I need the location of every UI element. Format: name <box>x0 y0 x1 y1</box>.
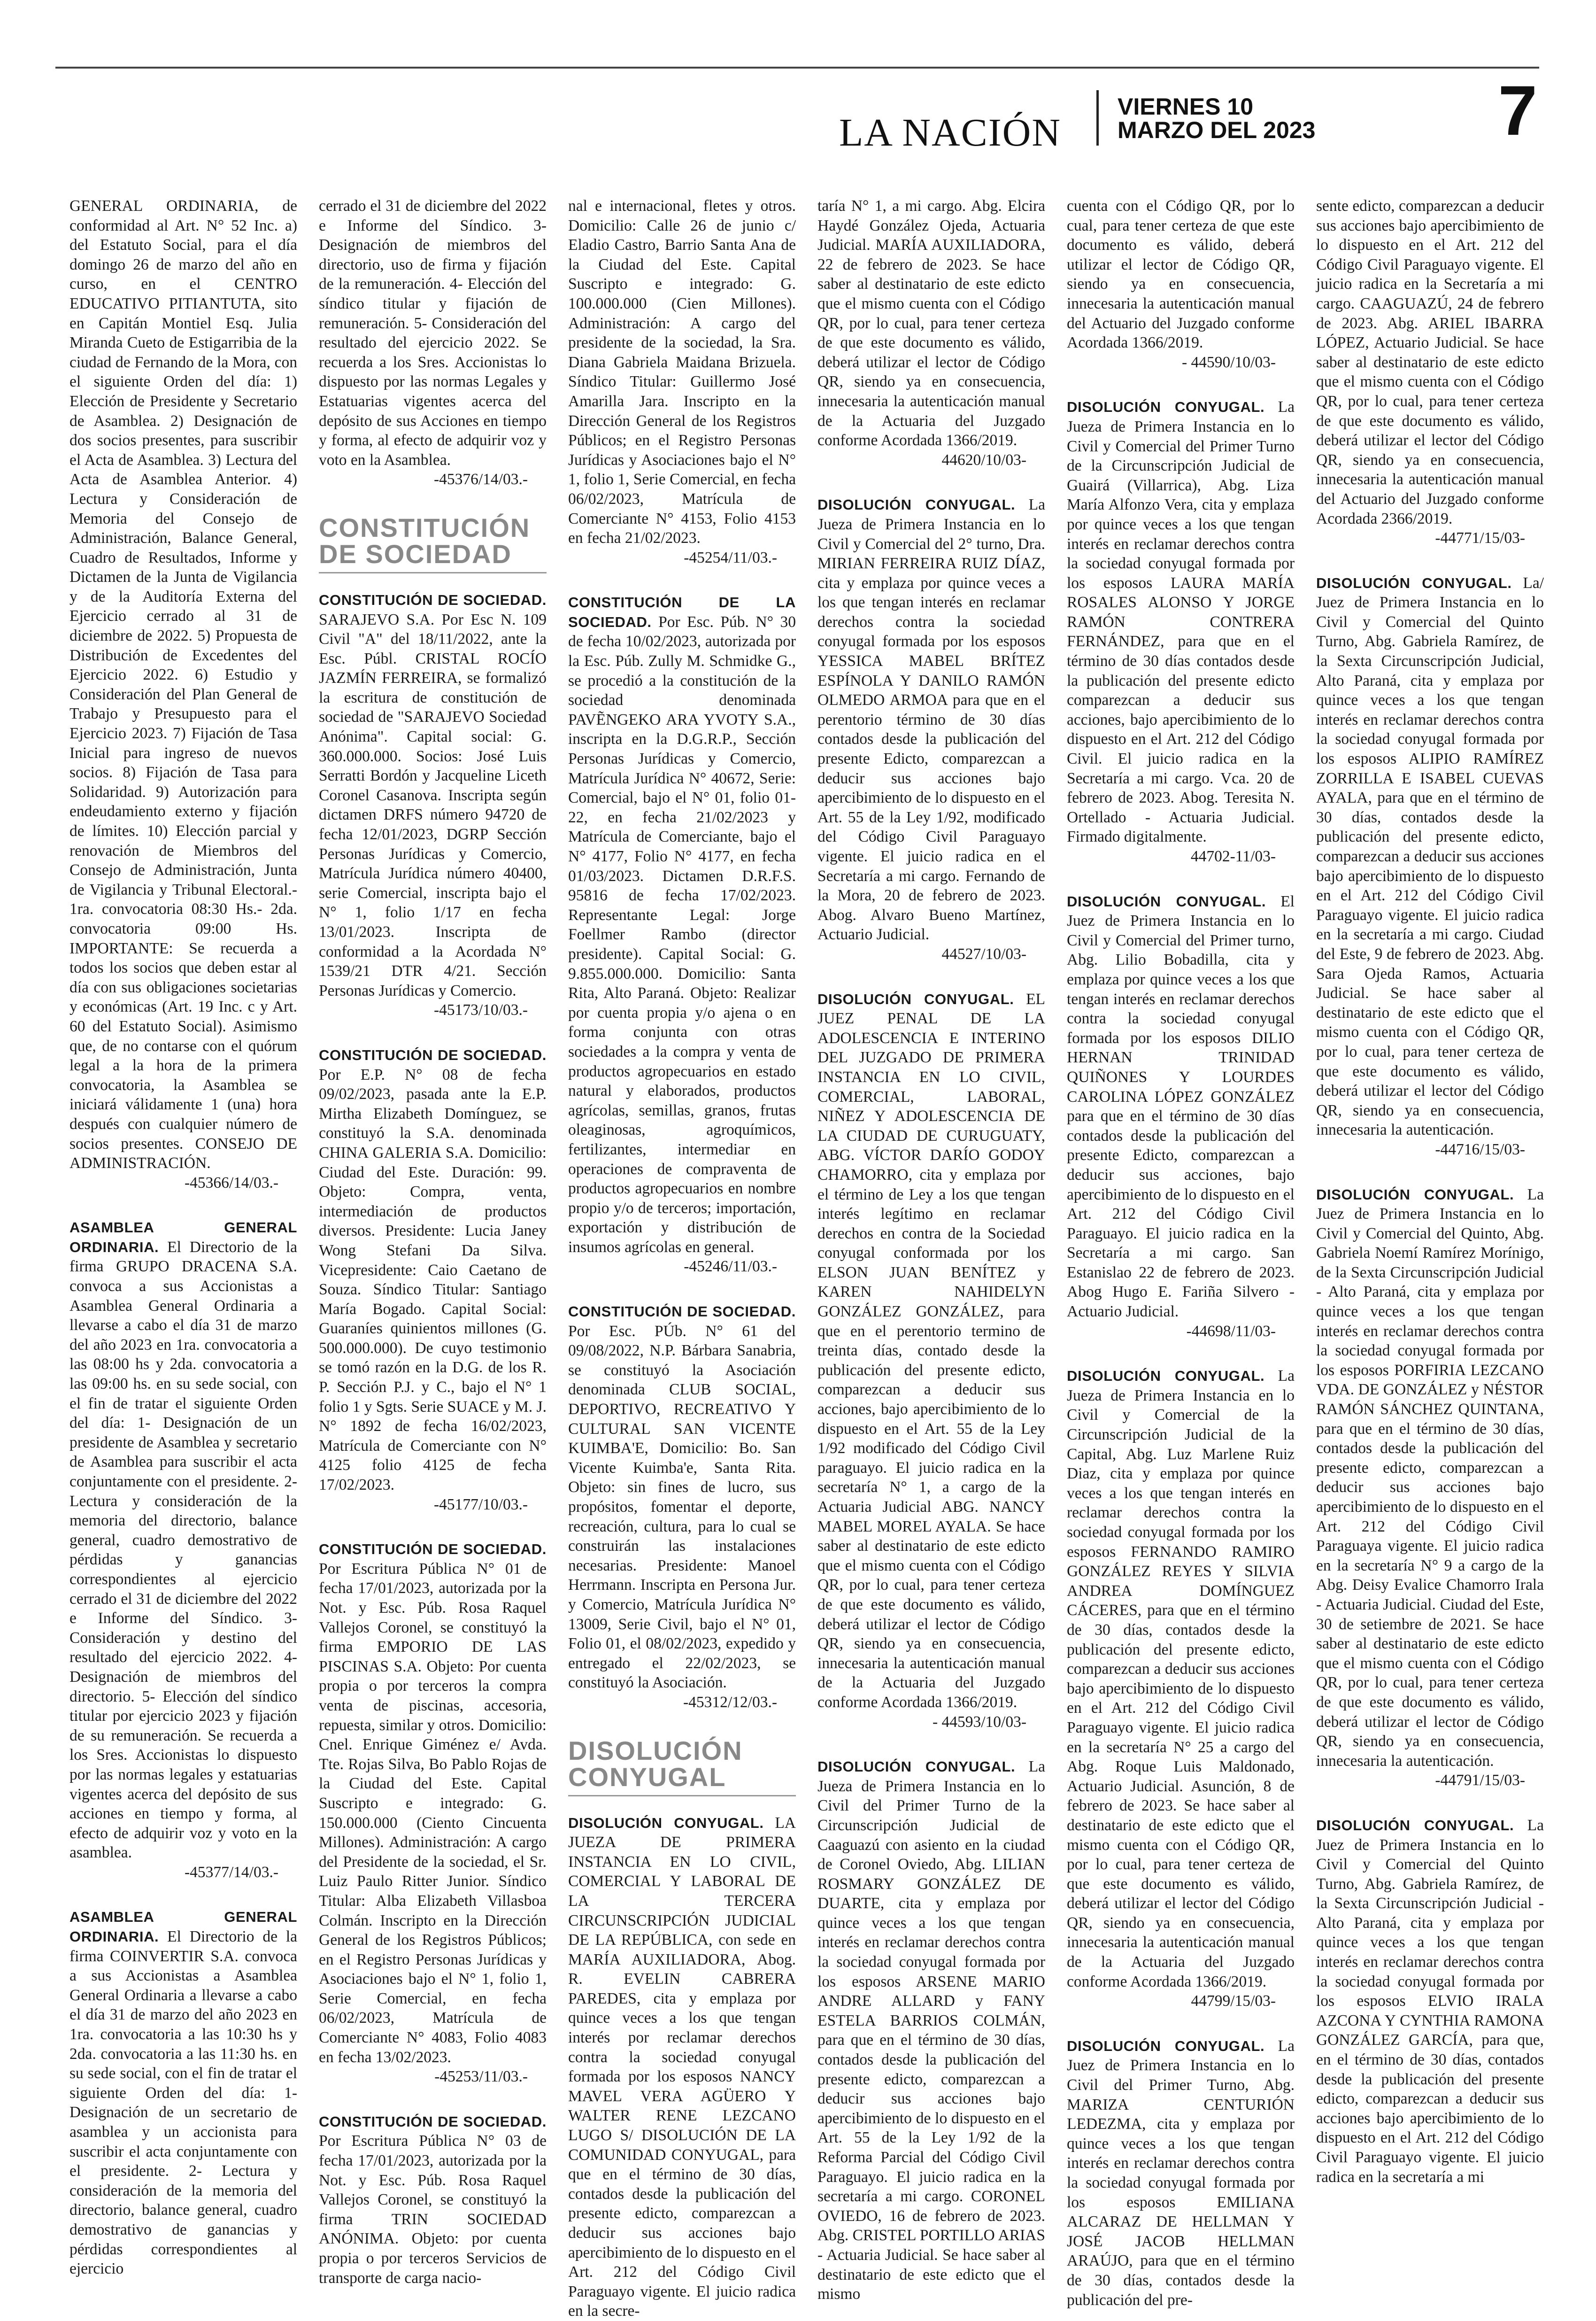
notice-reference: -45254/11/03.- <box>684 549 777 566</box>
notice-body: Por Esc. Púb. N° 30 de fecha 10/02/2023, autorizada por la Esc. Púb. Zully M. Schmidke G., se procedió a la constitución de la sociedad denominada PAVẼNGEKO ARA YVOTY S.A., inscripta en la D.G.R.P., Sección Personas Jurídicas y Comercio, Matrícula Jurídica N° 40672, Serie: Comercial, bajo el N° 01, folio 01-22, en fecha 21/02/2023 y Matrícula de Comerciante, bajo el N° 4177, Folio N° 4177, en fecha 01/03/2023. Dictamen D.R.F.S. 95816 de fecha 17/02/2023. Representante Legal: Jorge Foellmer Rambo (director presidente). Capital Social: G. 9.855.000.000. Domicilio: Santa Rita, Alto Paraná. Objeto: Realizar por cuenta propia y/o ajena o en forma conjunta con otras sociedades a la compra y venta de productos agropecuarios en estado natural y elaborados, productos agrícolas, semillas, granos, frutas oleaginosas, agroquímicos, fertilizantes, intermediar en operaciones de compraventa de productos agropecuarios en nombre propio y/o de terceros; importación, exportación y distribución de insumos agrícolas en general. <box>568 613 796 1256</box>
classifieds-columns <box>69 196 1544 2320</box>
column-2 <box>319 196 547 2287</box>
notice-body: La Juez de Primera Instancia en lo Civil y Comercial del Quinto, Abg. Gabriela Noemí Ramírez Morínigo, de la Sexta Circunscripción Judicial - Alto Paraná, cita y emplaza por quince veces a los que tengan interés en reclamar derechos contra la sociedad conyugal formada por los esposos PORFIRIA LEZCANO VDA. DE GONZÁLEZ y NÉSTOR RAMÓN SÁNCHEZ QUINTANA, para que en el término de 30 días, contados desde la publicación del presente edicto, comparezcan a deducir sus acciones bajo apercibimiento de lo dispuesto en el Art. 212 del Código Civil Paraguaya vigente. El juicio radica en la secretaría N° 9 a cargo de la Abg. Deisy Evalice Chamorro Irala - Actuaria Judicial. Ciudad del Este, 30 de setiembre de 2021. Se hace saber al destinatario de este edicto que el mismo cuenta con el Código QR, por lo cual, para tener certeza de que este documento es válido, deberá utilizar el lector de Código QR, siendo ya en consecuencia, innecesaria la autenticación. <box>1316 1185 1544 1770</box>
notice-reference: -45246/11/03.- <box>684 1258 777 1276</box>
notice-body: La Jueza de Primera Instancia en lo Civil del Primer Turno de la Circunscripción Judicial de Caaguazú con asiento en la ciudad de Coronel Oviedo, Abg. LILIAN ROSMARY GONZÁLEZ DE DUARTE, cita y emplaza por quince veces a los que tengan interés en reclamar derechos contra la sociedad conyugal formada por los esposos ARSENE MARIO ANDRE ALLARD y FANY ESTELA BARRIOS COLMÁN, para que en el término de 30 días, contados desde la publicación del presente edicto, comparezcan a deducir sus acciones bajo apercibimiento de lo dispuesto en el Art. 55 de la Ley 1/92 de la Reforma Parcial del Código Civil Paraguayo. El juicio radica en la secretaría a mi cargo. CORONEL OVIEDO, 16 de febrero de 2023. Abg. CRISTEL PORTILLO ARIAS - Actuaria Judicial. Se hace saber al destinatario de este edicto que el mismo <box>817 1758 1045 2303</box>
notice <box>1067 2036 1295 2310</box>
date-month-year: MARZO DEL 2023 <box>1118 117 1316 143</box>
notice-reference: -44698/11/03- <box>1186 1322 1276 1340</box>
notice-title: CONSTITUCIÓN DE SOCIEDAD. <box>319 1046 547 1063</box>
newspaper-logo: LA NACIÓN <box>839 111 1061 155</box>
section-heading-line: DE SOCIEDAD <box>319 539 512 569</box>
notice-reference: -45173/10/03.- <box>433 1001 528 1019</box>
notice <box>817 196 1045 470</box>
notice-body: Por E.P. N° 08 de fecha 09/02/2023, pasada ante la E.P. Mirtha Elizabeth Domínguez, se constituyó la S.A. denominada CHINA GALERIA S.A. Domicilio: Ciudad del Este. Duración: 99. Objeto: Compra, venta, intermediación de productos diversos. Presidente: Lucia Janey Wong Stefani Da Silva. Vicepresidente: Caio Caetano de Souza. Síndico Titular: Santiago María Bogado. Capital Social: Guaraníes quinientos millones (G. 500.000.000). De cuyo testimonio se tomó razón en la D.G. de los R. P. Sección P.J. y C., bajo el N° 1 folio 1 y Sgts. Serie SUACE y M. J. N° 1892 de fecha 16/02/2023, Matrícula de Comerciante con N° 4125 folio 4125 de fecha 17/02/2023. <box>319 1066 547 1494</box>
notice-title: DISOLUCIÓN CONYUGAL. <box>1316 574 1512 591</box>
notice-body: Por Escritura Pública N° 03 de fecha 17/01/2023, autorizada por la Not. y Esc. Púb. Rosa Raquel Vallejos Coronel, se constituyó la firma TRIN SOCIEDAD ANÓNIMA. Objeto: por cuenta propia o por terceros Servicios de transporte de carga nacio- <box>319 2132 547 2287</box>
notice-reference: 44799/15/03- <box>1191 1992 1276 2010</box>
notice-body: Por Escritura Pública N° 01 de fecha 17/01/2023, autorizada por la Not. y Esc. Púb. Rosa Raquel Vallejos Coronel, se constituyó la firma EMPORIO DE LAS PISCINAS S.A. Objeto: Por cuenta propia o por terceros la compra venta de piscinas, accesoria, repuesta, similar y otros. Domicilio: Cnel. Enrique Giménez e/ Avda. Tte. Rojas Silva, Bo Pablo Rojas de la Ciudad del Este. Capital Suscripto e integrado: G. 150.000.000 (Ciento Cincuenta Millones). Administración: A cargo del Presidente de la sociedad, el Sr. Luiz Paulo Ritter Junior. Síndico Titular: Alba Elizabeth Villasboa Colmán. Inscripto en la Dirección General de los Registros Públicos; en el Registro Personas Jurídicas y Asociaciones bajo el N° 1, folio 1, Serie Comercial, en fecha 06/02/2023, Matrícula de Comerciante N° 4083, Folio 4083 en fecha 13/02/2023. <box>319 1560 547 2066</box>
notice <box>1067 196 1295 372</box>
notice-body: La Jueza de Primera Instancia en lo Civil y Comercial de la Circunscripción Judicial de la Capital, Abg. Luz Marlene Ruiz Diaz, cita y emplaza por quince veces a los que tengan interés en reclamar derechos contra la sociedad conyugal formada por los esposos FERNANDO RAMIRO GONZÁLEZ REYES Y SILVIA ANDREA DOMÍNGUEZ CÁCERES, para que en el término de 30 días, contados desde la publicación del presente edicto, comparezcan a deducir sus acciones bajo apercibimiento de lo dispuesto en el Art. 212 del Código Civil Paraguayo vigente. El juicio radica en la secretaría N° 25 a cargo del Abg. Roque Luis Maldonado, Actuario Judicial. Asunción, 8 de febrero de 2023. Se hace saber al destinatario de este edicto que el mismo cuenta con el Código QR, por lo cual, para tener certeza de que este documento es válido, deberá utilizar el lector del Código QR, siendo ya en consecuencia, innecesaria la autenticación manual de la Actuaria del Juzgado conforme Acordada 1366/2019. <box>1067 1367 1295 1990</box>
notice-body: El Juez de Primera Instancia en lo Civil y Comercial del Primer turno, Abg. Lilio Bobadilla, cita y emplaza por quince veces a los que tengan interés en reclamar derechos contra la sociedad conyugal formada por los esposos DILIO HERNAN TRINIDAD QUIÑONES Y LOURDES CAROLINA LÓPEZ GONZÁLEZ para que en el término de 30 días contados desde la publicación del presente Edicto, comparezcan a deducir sus acciones, bajo apercibimiento de lo dispuesto en el Art. 212 del Código Civil Paraguayo. El juicio radica en la Secretaría a mi cargo. San Estanislao 22 de febrero de 2023. Abog Hugo E. Fariña Silvero - Actuario Judicial. <box>1067 892 1295 1321</box>
notice-reference: 44620/10/03- <box>941 451 1026 469</box>
notice-body: La Juez de Primera Instancia en lo Civil del Primer Turno, Abg. MARIZA CENTURIÓN LEDEZMA, cita y emplaza por quince veces a los que tengan interés en reclamar derechos contra la sociedad conyugal formada por los esposos EMILIANA ALCARAZ DE HELLMAN Y JOSÉ JACOB HELLMAN ARAÚJO, para que en el término de 30 días, contados desde la publicación del pre- <box>1067 2037 1295 2309</box>
notice-title: DISOLUCIÓN CONYUGAL. <box>817 990 1014 1007</box>
notice <box>69 196 297 1192</box>
notice <box>69 1218 297 1882</box>
notice-reference: - 44590/10/03- <box>1181 353 1276 371</box>
notice-body: GENERAL ORDINARIA, de conformidad al Art. N° 52 Inc. a) del Estatuto Social, para el día domingo 26 de marzo del año en curso, en el CENTRO EDUCATIVO PITIANTUTA, sito en Capitán Montiel Esq. Julia Miranda Cueto de Estigarribia de la ciudad de Fernando de la Mora, con el siguiente Orden del día: 1) Elección de Presidente y Secretario de Asamblea. 2) Designación de dos socios presentes, para suscribir el Acta de Asamblea. 3) Lectura del Acta de Asamblea Anterior. 4) Lectura y Consideración de Memoria del Consejo de Administración, Balance General, Cuadro de Resultados, Informe y Dictamen de la Junta de Vigilancia y de la Auditoría Externa del Ejercicio cerrado al 31 de diciembre de 2022. 5) Propuesta de Distribución de Excedentes del Ejercicio 2022. 6) Estudio y Consideración del Plan General de Trabajo y Presupuesto para el Ejercicio 2023. 7) Fijación de Tasa Inicial para ingreso de nuevos socios. 8) Fijación de Tasa para Solidaridad. 9) Autorización para endeudamiento externo y fijación de límites. 10) Elección parcial y renovación de Miembros del Consejo de Administración, Junta de Vigilancia y Tribunal Electoral.- 1ra. convocatoria 08:30 Hs.- 2da. convocatoria 09:00 Hs. IMPORTANTE: Se recuerda a todos los socios que deben estar al día con sus obligaciones societarias y económicas (Art. 19 Inc. c y Art. 60 del Estatuto Social). Asimismo que, de no contarse con el quórum legal a la hora de la primera convocatoria, la Asamblea se iniciará válidamente 1 (una) hora después con cualquier número de socios presentes. CONSEJO DE ADMINISTRACIÓN. <box>69 197 297 1172</box>
notice <box>568 1813 796 2321</box>
notice <box>319 196 547 489</box>
notice <box>1316 573 1544 1160</box>
notice-title: DISOLUCIÓN CONYUGAL. <box>817 496 1016 513</box>
section-heading-disolucion <box>568 1735 796 1796</box>
notice <box>319 1540 547 2087</box>
notice-reference: -45253/11/03.- <box>434 2068 528 2086</box>
notice-title: CONSTITUCIÓN DE SOCIEDAD. <box>319 2113 547 2130</box>
notice-title: CONSTITUCIÓN DE SOCIEDAD. <box>319 1541 547 1558</box>
notice-title: DISOLUCIÓN CONYUGAL. <box>1316 1817 1514 1834</box>
section-heading-constitucion <box>319 512 547 573</box>
notice <box>817 495 1045 964</box>
notice <box>319 1045 547 1514</box>
notice <box>1067 892 1295 1341</box>
notice-body: taría N° 1, a mi cargo. Abg. Elcira Haydé González Ojeda, Actuaria Judicial. MARÍA AUXILIADORA, 22 de febrero de 2023. Se hace saber al destinatario de este edicto que el mismo cuenta con el Código QR, por lo cual, para tener certeza de que este documento es válido, deberá utilizar el lector de Código QR, siendo ya en consecuencia, innecesaria la autenticación manual de la Actuaria del Juzgado conforme Acordada 1366/2019. <box>817 197 1045 449</box>
notice <box>1316 1185 1544 1790</box>
notice-reference: -45366/14/03.- <box>184 1174 278 1191</box>
notice-body: La Jueza de Primera Instancia en lo Civil y Comercial del 2° turno, Dra. MIRIAN FERREIRA RUIZ DÍAZ, cita y emplaza por quince veces a los que tengan interés en reclamar derechos contra la sociedad conyugal formada por los esposos YESSICA MABEL BRÍTEZ ESPÍNOLA Y DANILO RAMÓN OLMEDO ARMOA para que en el perentorio término de 30 días contados desde la publicación del presente Edicto, comparezcan a deducir sus acciones bajo apercibimiento de lo dispuesto en el Art. 55 de la Ley 1/92, modificado del Código Civil Paraguayo vigente. El juicio radica en el Secretaría a mi cargo. Fernando de la Mora, 20 de febrero de 2023. Abog. Alvaro Bueno Martínez, Actuario Judicial. <box>817 496 1045 944</box>
notice-reference: 44527/10/03- <box>941 945 1026 963</box>
notice <box>817 990 1045 1732</box>
column-3 <box>568 196 796 2320</box>
notice-reference: -44791/15/03- <box>1435 1772 1525 1789</box>
notice-title: ASAMBLEA GENERAL ORDINARIA. <box>69 1909 297 1945</box>
notice <box>1067 397 1295 866</box>
notice-title: CONSTITUCIÓN DE SOCIEDAD. <box>568 1303 796 1320</box>
notice <box>1316 196 1544 548</box>
notice-reference: - 44593/10/03- <box>932 1713 1026 1731</box>
notice-title: CONSTITUCIÓN DE LA SOCIEDAD. <box>568 594 796 630</box>
notice <box>1067 1366 1295 2011</box>
notice-title: DISOLUCIÓN CONYUGAL. <box>1067 1368 1265 1385</box>
notice-body: EL JUEZ PENAL DE LA ADOLESCENCIA E INTERINO DEL JUZGADO DE PRIMERA INSTANCIA EN LO CIVIL, COMERCIAL, LABORAL, NIÑEZ Y ADOLESCENCIA DE LA CIUDAD DE CURUGUATY, ABG. VÍCTOR DARÍO GODOY CHAMORRO, cita y emplaza por el término de Ley a los que tengan interés legítimo en reclamar derechos en contra de la Sociedad conyugal conformada por los ELSON JUAN BENÍTEZ y KAREN NAHIDELYN GONZÁLEZ GONZÁLEZ, para que en el perentorio termino de treinta días, contado desde la publicación del presente edicto, comparezcan a deducir sus acciones, bajo apercibimiento de lo dispuesto en el Art. 55 de la Ley 1/92 modificado del Código Civil paraguayo. El juicio radica en la secretaría N° 1, a cargo de la Actuaria Judicial ABG. NANCY MABEL MOREL AYALA. Se hace saber al destinatario de este edicto que el mismo cuenta con el Código QR, por lo cual, para tener certeza de que este documento es válido, deberá utilizar el lector de Código QR, siendo ya en consecuencia, innecesaria la autenticación manual de la Actuaria del Juzgado conforme Acordada 1366/2019. <box>817 990 1045 1711</box>
notice <box>319 2112 547 2288</box>
notice-body: La Jueza de Primera Instancia en lo Civil y Comercial del Primer Turno de la Circunscripción Judicial de Guairá (Villarrica), Abg. Liza María Alfonzo Vera, cita y emplaza por quince veces a los que tengan interés en reclamar derechos contra la sociedad conyugal formada por los esposos LAURA MARÍA ROSALES ALONSO Y JORGE RAMÓN CONTRERA FERNÁNDEZ, para que en el término de 30 días contados desde la publicación del presente edicto comparezcan a deducir sus acciones, bajo apercibimiento de lo dispuesto en el Art. 212 del Código Civil. El juicio radica en la Secretaría a mi cargo. Vca. 20 de febrero de 2023. Abog. Teresita N. Ortellado - Actuaria Judicial. Firmado digitalmente. <box>1067 398 1295 846</box>
date-weekday: VIERNES 10 <box>1118 93 1254 120</box>
notice <box>1316 1816 1544 2187</box>
notice <box>568 196 796 567</box>
notice-reference: 44702-11/03- <box>1190 848 1276 865</box>
notice-reference: -45377/14/03.- <box>184 1863 278 1881</box>
notice <box>568 593 796 1277</box>
notice <box>568 1302 796 1712</box>
notice-body: cerrado el 31 de diciembre del 2022 e Informe del Síndico. 3- Designación de miembros del directorio, uso de firma y fijación de la remuneración. 4- Elección del síndico titular y fijación de remuneración. 5- Consideración del resultado del ejercicio 2022. Se recuerda a los Sres. Accionistas lo dispuesto por las normas Legales y Estatuarias vigentes acerca del depósito de sus Acciones en tiempo y forma, al efecto de adquirir voz y voto en la Asamblea. <box>319 197 547 469</box>
notice-reference: -44716/15/03- <box>1435 1140 1525 1158</box>
notice-body: La/ Juez de Primera Instancia en lo Civil y Comercial del Quinto Turno, Abg. Gabriela Ramírez, de la Sexta Circunscripción Judicial, Alto Paraná, cita y emplaza por quince veces a los que tengan interés en reclamar derechos contra la sociedad conyugal formada por los esposos ALIPIO RAMÍREZ ZORRILLA E ISABEL CUEVAS AYALA, para que en el término de 30 días, contados desde la publicación del presente edicto, comparezcan a deducir sus acciones bajo apercibimiento de lo dispuesto en el Art. 212 del Código Civil Paraguayo vigente. El juicio radica en la secretaría a mi cargo. Ciudad del Este, 9 de febrero de 2023. Abg. Sara Ojeda Ramos, Actuaria Judicial. Se hace saber al destinatario de este edicto que el mismo cuenta con el Código QR, por lo cual, para tener certeza de que este documento es válido, deberá utilizar el lector del Código QR, siendo ya en consecuencia, innecesaria la autenticación. <box>1316 574 1544 1139</box>
notice-body: La Juez de Primera Instancia en lo Civil y Comercial del Quinto Turno, Abg. Gabriela Ramírez, de la Sexta Circunscripción Judicial - Alto Paraná, cita y emplaza por quince veces a los que tengan interés en reclamar derechos contra la sociedad conyugal formada por los esposos ELVIO IRALA AZCONA Y CYNTHIA RAMONA GONZÁLEZ GARCÍA, para que, en el término de 30 días, contados desde la publicación del presente edicto, comparezcan a deducir sus acciones bajo apercibimiento de lo dispuesto en el Art. 212 del Código Civil Paraguayo vigente. El juicio radica en la secretaría a mi <box>1316 1816 1544 2186</box>
notice-title: DISOLUCIÓN CONYUGAL. <box>1067 2037 1265 2054</box>
notice-body: El Directorio de la firma COINVERTIR S.A. convoca a sus Accionistas a Asamblea General Ordinaria a llevarse a cabo el día 31 de marzo del año 2023 en 1ra. convocatoria a las 10:30 hs y 2da. convocatoria a las 11:30 hs. en su sede social, con el fin de tratar el siguiente Orden del día: 1- Designación de un secretario de asamblea y un accionista para suscribir el acta conjuntamente con el presidente. 2- Lectura y consideración de la memoria del directorio, balance general, cuadro demostrativo de ganancias y pérdidas correspondientes al ejercicio <box>69 1928 297 2278</box>
notice-title: DISOLUCIÓN CONYUGAL. <box>1316 1186 1514 1203</box>
page-number: 7 <box>1498 71 1537 150</box>
notice-title: DISOLUCIÓN CONYUGAL. <box>1067 399 1265 416</box>
masthead-divider <box>1096 90 1099 146</box>
dateline <box>1118 95 1315 142</box>
notice <box>69 1907 297 2278</box>
section-heading-line: CONSTITUCIÓN <box>319 512 531 542</box>
notice-title: DISOLUCIÓN CONYUGAL. <box>1067 893 1266 910</box>
notice-title: ASAMBLEA GENERAL ORDINARIA. <box>69 1219 297 1255</box>
notice-reference: -44771/15/03- <box>1435 529 1525 547</box>
notice <box>319 590 547 1020</box>
section-heading-line: DISOLUCIÓN <box>568 1735 743 1765</box>
column-5 <box>1067 196 1295 2309</box>
notice-reference: -45376/14/03.- <box>433 471 528 488</box>
notice-body: nal e internacional, fletes y otros. Domicilio: Calle 26 de junio c/ Eladio Castro, Barrio Santa Ana de la Ciudad del Este. Capital Suscripto e integrado: G. 100.000.000 (Cien Millones). Administración: A cargo del presidente de la sociedad, la Sra. Diana Gabriela Maidana Brizuela. Síndico Titular: Guillermo José Amarilla Jara. Inscripto en la Dirección General de los Registros Públicos; en el Registro Personas Jurídicas y Asociaciones bajo el N° 1, folio 1, Serie Comercial, en fecha 06/02/2023, Matrícula de Comerciante N° 4153, Folio 4153 en fecha 21/02/2023. <box>568 197 796 547</box>
notice-body: LA JUEZA DE PRIMERA INSTANCIA EN LO CIVIL, COMERCIAL Y LABORAL DE LA TERCERA CIRCUNSCRIPCIÓN JUDICIAL DE LA REPÚBLICA, con sede en MARÍA AUXILIADORA, Abog. R. EVELIN CABRERA PAREDES, cita y emplaza por quince veces a los que tengan interés por reclamar derechos contra la sociedad conyugal formada por los esposos NANCY MAVEL VERA AGÜERO Y WALTER RENE LEZCANO LUGO S/ DISOLUCIÓN DE LA COMUNIDAD CONYUGAL, para que en el término de 30 días, contados desde la publicación del presente edicto, comparezcan a deducir sus acciones bajo apercibimiento de lo dispuesto en el Art. 212 del Código Civil Paraguayo vigente. El juicio radica en la secre- <box>568 1814 796 2320</box>
notice-title: CONSTITUCIÓN DE SOCIEDAD. <box>319 591 547 608</box>
column-1 <box>69 196 297 2278</box>
notice-title: DISOLUCIÓN CONYUGAL. <box>568 1814 764 1831</box>
masthead <box>55 67 1539 155</box>
notice-reference: -45177/10/03.- <box>433 1495 528 1513</box>
notice-body: SARAJEVO S.A. Por Esc N. 109 Civil "A" del 18/11/2022, ante la Esc. Públ. CRISTAL ROCÍO JAZMÍN FERREIRA, se formalizó la escritura de constitución de sociedad de "SARAJEVO Sociedad Anónima". Capital social: G. 360.000.000. Socios: José Luis Serratti Bordón y Jacqueline Liceth Coronel Casanova. Inscripta según dictamen DRFS número 94720 de fecha 12/01/2023, DGRP Sección Personas Jurídicas y Comercio, Matrícula Jurídica número 40400, serie Comercial, inscripta bajo el N° 1, folio 1/17 en fecha 13/01/2023. Inscripta de conformidad a la Acordada N° 1539/21 DTR 4/21. Sección Personas Jurídicas y Comercio. <box>319 611 547 999</box>
notice-body: sente edicto, comparezcan a deducir sus acciones bajo apercibimiento de lo dispuesto en el Art. 212 del Código Civil Paraguayo vigente. El juicio radica en la Secretaría a mi cargo. CAAGUAZÚ, 24 de febrero de 2023. Abg. ARIEL IBARRA LÓPEZ, Actuario Judicial. Se hace saber al destinatario de este edicto que el mismo cuenta con el Código QR, por lo cual, para tener certeza de que este documento es válido, deberá utilizar el lector del Código QR, siendo ya en consecuencia, innecesaria la autenticación manual del Actuario del Juzgado conforme Acordada 2366/2019. <box>1316 197 1544 527</box>
notice-reference: -45312/12/03.- <box>683 1693 777 1711</box>
notice-title: DISOLUCIÓN CONYUGAL. <box>817 1758 1016 1775</box>
notice <box>817 1757 1045 2304</box>
column-4 <box>817 196 1045 2303</box>
notice-body: El Directorio de la firma GRUPO DRACENA S.A. convoca a sus Accionistas a Asamblea General Ordinaria a llevarse a cabo el día 31 de marzo del año 2023 en 1ra. convocatoria a las 08:00 hs y 2da. convocatoria a las 09:00 hs. en su sede social, con el fin de tratar el siguiente Orden del día: 1- Designación de un presidente de Asamblea y secretario de Asamblea para suscribir el acta conjuntamente con el presidente. 2- Lectura y consideración de la memoria del directorio, balance general, cuadro demostrativo de pérdidas y ganancias correspondientes al ejercicio cerrado el 31 de diciembre del 2022 e Informe del Síndico. 3- Consideración y destino del resultado del ejercicio 2022. 4- Designación de miembros del directorio. 5- Elección del síndico titular por ejercicio 2023 y fijación de su remuneración. Se recuerda a los Sres. Accionistas lo dispuesto por las normas legales y estatuarias vigentes acerca del depósito de sus acciones en tiempo y forma, al efecto de adquirir voz y voto en la asamblea. <box>69 1238 297 1862</box>
column-6 <box>1316 196 1544 2186</box>
notice-body: cuenta con el Código QR, por lo cual, para tener certeza de que este documento es válido, deberá utilizar el lector de Código QR, siendo ya en consecuencia, innecesaria la autenticación manual del Actuario del Juzgado conforme Acordada 1366/2019. <box>1067 197 1295 352</box>
section-heading-line: CONYUGAL <box>568 1762 726 1792</box>
notice-body: Por Esc. PÚb. N° 61 del 09/08/2022, N.P. Bárbara Sanabria, se constituyó la Asociación denominada CLUB SOCIAL, DEPORTIVO, RECREATIVO Y CULTURAL SAN VICENTE KUIMBA'E, Domicilio: Bo. San Vicente Kuimba'e, Santa Rita. Objeto: sin fines de lucro, sus propósitos, fomentar el deporte, recreación, cultura, para lo cual se construirán las instalaciones necesarias. Presidente: Manoel Herrmann. Inscripta en Persona Jur. y Comercio, Matrícula Jurídica N° 13009, Serie Civil, bajo el N° 01, Folio 01, el 08/02/2023, expedido y entregado el 22/02/2023, se constituyó la Asociación. <box>568 1322 796 1692</box>
